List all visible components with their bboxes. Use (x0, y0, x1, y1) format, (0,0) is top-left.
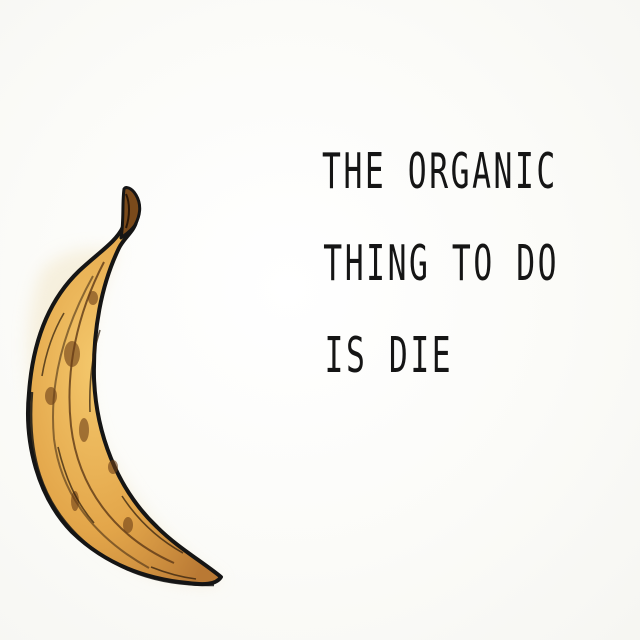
banana-spot (64, 341, 80, 367)
handwritten-quote (322, 126, 560, 402)
quote-line-3: IS DIE (324, 327, 454, 384)
banana-spot (108, 460, 118, 474)
banana-spot (45, 387, 57, 405)
quote-line-1: THE ORGANIC (322, 143, 558, 200)
banana-spot (79, 418, 89, 442)
banana-stem (121, 188, 140, 238)
quote-line-2: THING TO DO (323, 235, 560, 292)
banana-spot (123, 517, 133, 533)
banana-spot (88, 291, 98, 305)
